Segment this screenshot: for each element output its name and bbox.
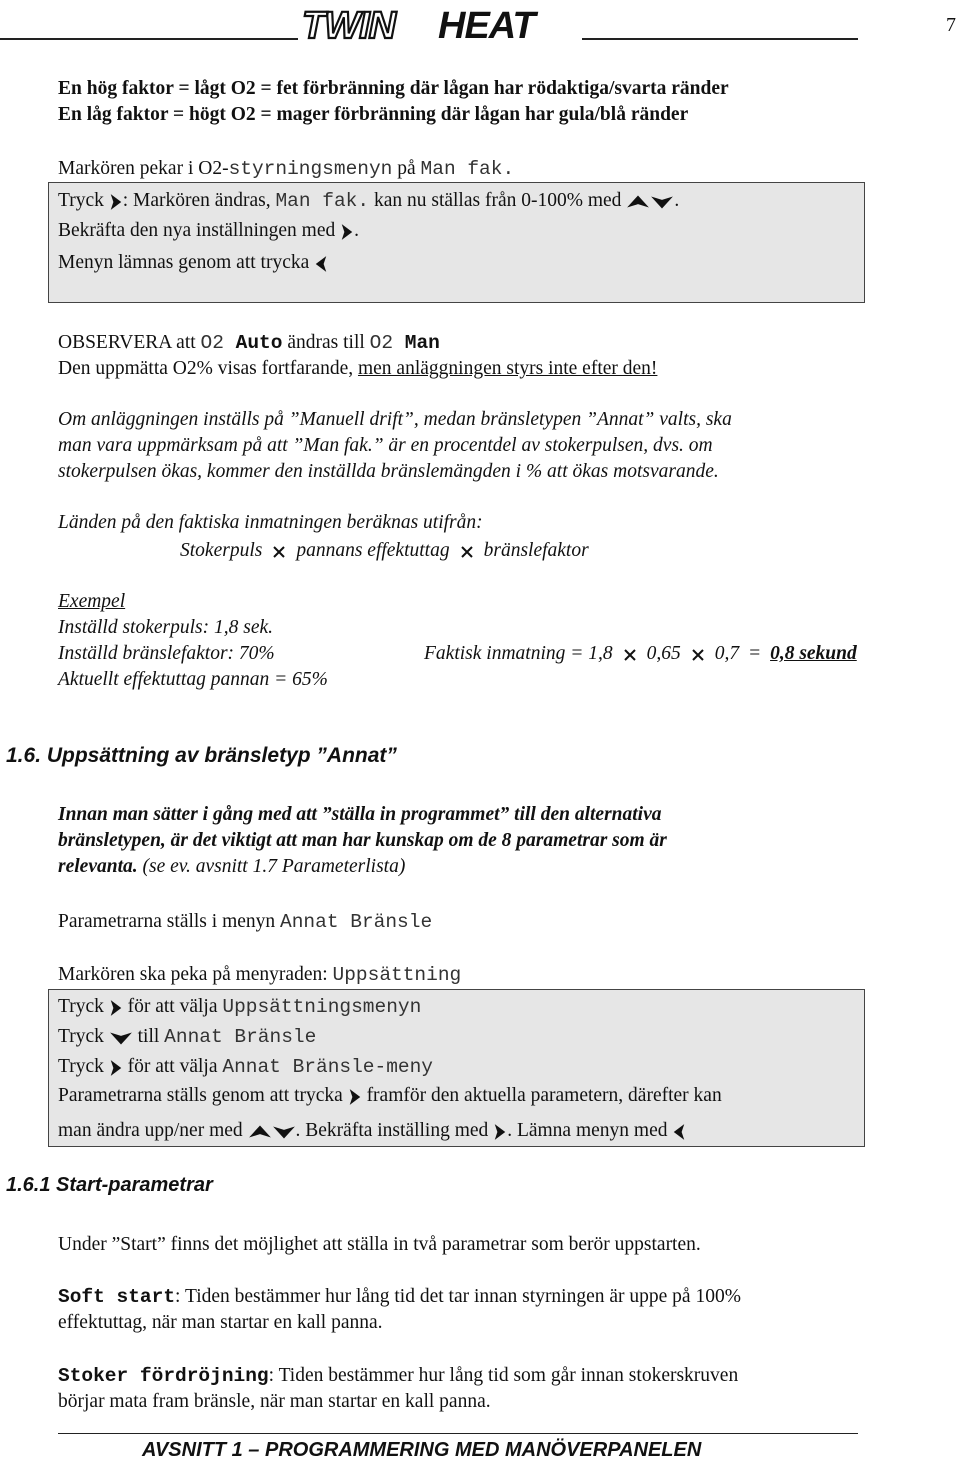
multiply-icon [460, 545, 474, 559]
warning-line-2: bränsletypen, är det viktigt att man har kunskap om de 8 parametrar som är [58, 830, 667, 851]
right-arrow-icon [109, 1058, 123, 1078]
intro-line-1: En hög faktor = lågt O2 = fet förbränning där lågan har rödaktiga/svarta ränder [58, 78, 729, 99]
section-1-6-1-heading: 1.6.1 Start-parametrar [6, 1174, 213, 1196]
up-arrow-icon [248, 1124, 272, 1140]
left-arrow-icon [314, 254, 328, 274]
page-number: 7 [946, 14, 956, 36]
manual-line-1: Om anläggningen inställs på ”Manuell drift”, medan bränsletypen ”Annat” valts, ska [58, 409, 732, 430]
example-fuel-factor: Inställd bränslefaktor: 70% [58, 643, 275, 664]
stoker-delay-line-1: Stoker fördröjning: Tiden bestämmer hur lång tid som går innan stokerskruven [58, 1365, 739, 1387]
right-arrow-icon [493, 1122, 507, 1142]
observe-line-1: OBSERVERA att O2 Auto ändras till O2 Man [58, 332, 440, 354]
observe-line-2: Den uppmätta O2% visas fortfarande, men anläggningen styrs inte efter den! [58, 358, 658, 379]
svg-text:TWIN: TWIN [302, 5, 396, 42]
footer-text: AVSNITT 1 – PROGRAMMERING MED MANÖVERPANELEN [142, 1439, 702, 1461]
cursor-line: Markören ska peka på menyraden: Uppsättning [58, 964, 462, 986]
stoker-delay-line-2: börjar mata fram bränsle, när man startar en kall panna. [58, 1391, 491, 1412]
header-rule-left [0, 38, 298, 40]
right-arrow-icon [340, 222, 354, 242]
example-calculation: Faktisk inmatning = 1,8 0,65 0,7 = 0,8 sekund [424, 643, 857, 664]
soft-start-line-2: effektuttag, när man startar en kall panna. [58, 1312, 383, 1333]
svg-text:HEAT: HEAT [438, 5, 535, 42]
down-arrow-icon [272, 1124, 296, 1140]
warning-line-3: relevanta. (se ev. avsnitt 1.7 Parameterlista) [58, 856, 406, 877]
header-rule-right [582, 38, 858, 40]
footer-rule [58, 1433, 858, 1434]
down-arrow-icon [109, 1030, 133, 1046]
right-arrow-icon [109, 192, 123, 212]
box1-line-4: Menyn lämnas genom att trycka [58, 250, 328, 276]
example-stokerpuls: Inställd stokerpuls: 1,8 sek. [58, 617, 274, 638]
soft-start-line-1: Soft start: Tiden bestämmer hur lång tid det tar innan styrningen är uppe på 100% [58, 1286, 741, 1308]
manual-line-2: man vara uppmärksam på att ”Man fak.” är en procentdel av stokerpulsen, dvs. om [58, 435, 713, 456]
o2-menu-line: Markören pekar i O2-styrningsmenyn på Man fak. [58, 158, 515, 180]
box2-row-5: man ändra upp/ner med . Bekräfta inställing med . Lämna menyn med [58, 1118, 686, 1144]
manual-line-3: stokerpulsen ökas, kommer den inställda bränslemängden i % att ökas motsvarande. [58, 461, 719, 482]
multiply-icon [623, 648, 637, 662]
intro-line-2: En låg faktor = högt O2 = mager förbränning där lågan har gula/blå ränder [58, 104, 689, 125]
multiply-icon [691, 648, 705, 662]
up-arrow-icon [626, 194, 650, 210]
example-power-output: Aktuellt effektuttag pannan = 65% [58, 669, 328, 690]
start-intro: Under ”Start” finns det möjlighet att ställa in två parametrar som berör uppstarten. [58, 1234, 701, 1255]
example-result: 0,8 sekund [770, 643, 857, 664]
multiply-icon [272, 545, 286, 559]
box2-row-2: Tryck till Annat Bränsle [58, 1026, 317, 1048]
right-arrow-icon [109, 998, 123, 1018]
box2-row-3: Tryck för att välja Annat Bränsle-meny [58, 1056, 434, 1078]
twin-heat-logo [300, 2, 578, 42]
box2-row-4: Parametrarna ställs genom att trycka framför den aktuella parametern, därefter kan [58, 1085, 722, 1106]
params-menu-line: Parametrarna ställs i menyn Annat Bränsle [58, 911, 433, 933]
down-arrow-icon [650, 194, 674, 210]
box1-line-2: Tryck : Markören ändras, Man fak. kan nu ställas från 0-100% med . [58, 190, 680, 212]
right-arrow-icon [348, 1087, 362, 1107]
section-1-6-heading: 1.6. Uppsättning av bränsletyp ”Annat” [6, 744, 397, 767]
box1-line-3: Bekräfta den nya inställningen med . [58, 220, 359, 241]
formula: Stokerpuls pannans effektuttag bränslefaktor [180, 540, 589, 561]
left-arrow-icon [672, 1122, 686, 1142]
example-title: Exempel [58, 591, 126, 612]
formula-intro: Länden på den faktiska inmatningen beräknas utifrån: [58, 512, 483, 533]
warning-line-1: Innan man sätter i gång med att ”ställa in programmet” till den alternativa [58, 804, 662, 825]
box2-row-1: Tryck för att välja Uppsättningsmenyn [58, 996, 422, 1018]
